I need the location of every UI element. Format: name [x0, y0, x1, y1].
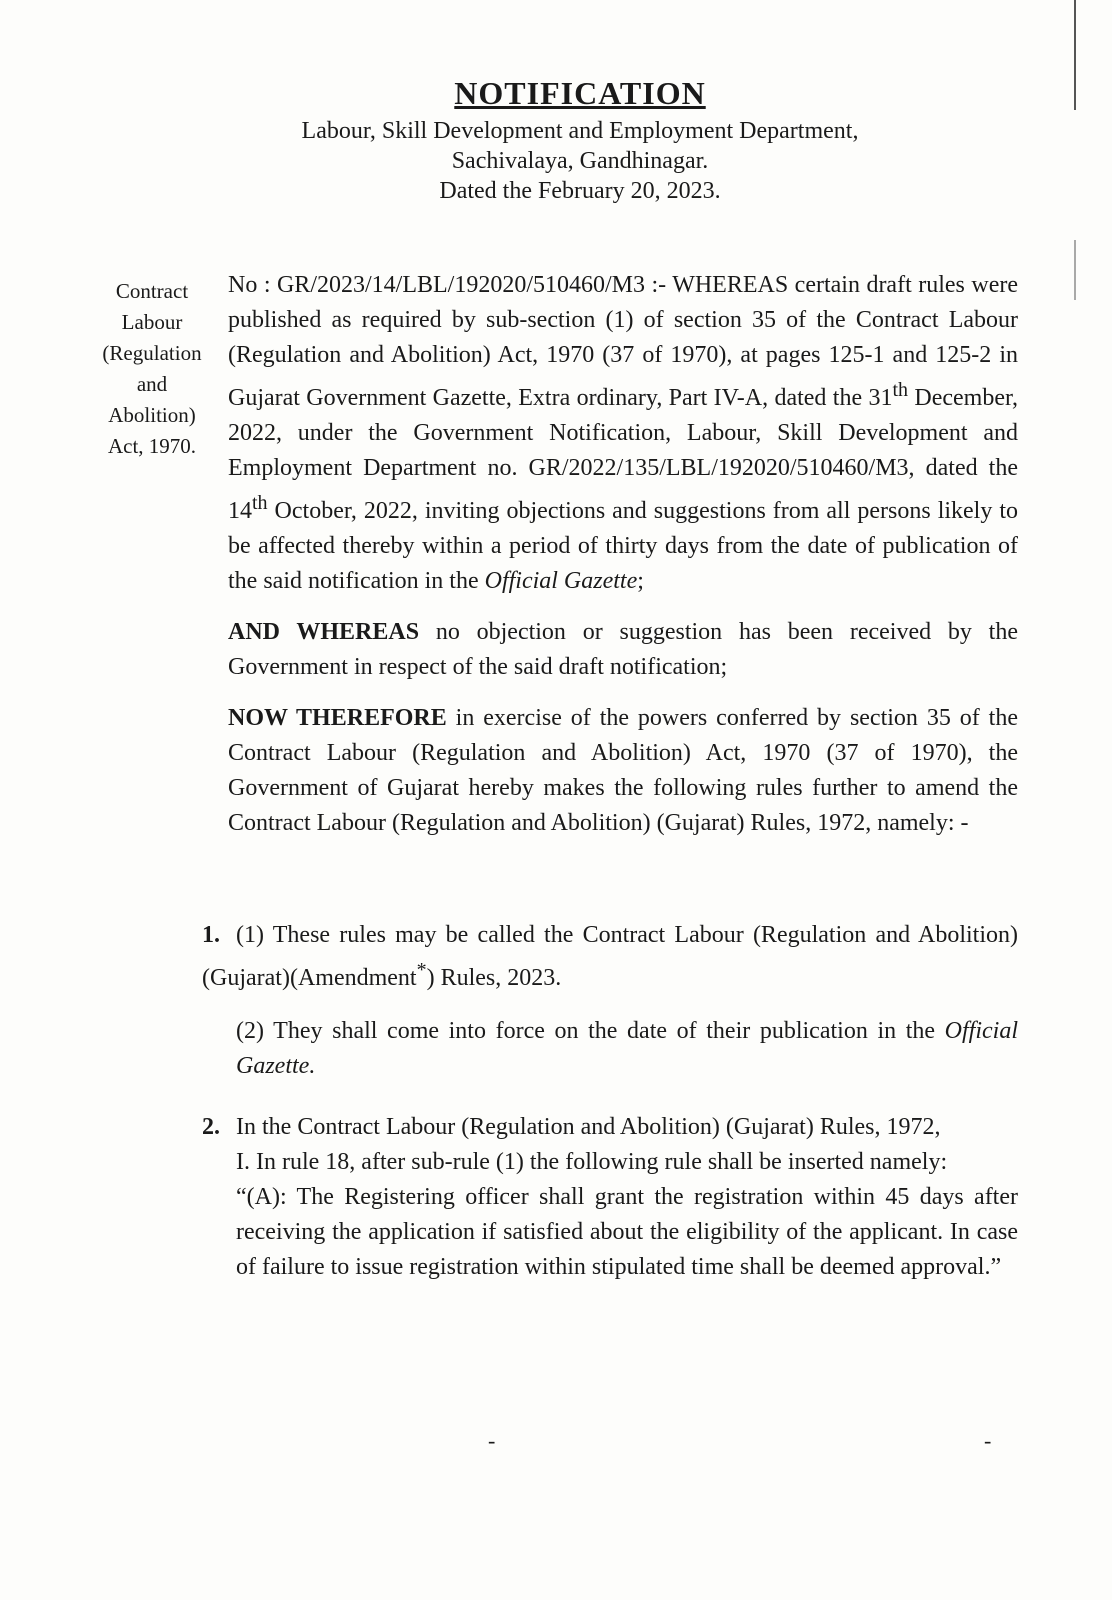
superscript: * [416, 959, 427, 981]
rule-number: 2. [202, 1114, 220, 1140]
and-whereas-paragraph [228, 615, 1018, 685]
preamble [228, 268, 1018, 857]
rule-text: I. In rule 18, after sub-rule (1) the following rule shall be inserted namely: [236, 1149, 948, 1175]
department-line: Labour, Skill Development and Employment Department, [301, 118, 859, 144]
side-note-line: (Regulation [102, 341, 202, 365]
margin-side-note [92, 276, 212, 462]
paragraph-text: December, 2022, under the Government Notification, Labour, Skill Development and Employment Department no. GR/2022/135/LBL/192020/510460/M3, dated the 14 [228, 385, 1019, 524]
rule-number: 1. [202, 922, 220, 948]
page-dash: - [984, 1428, 992, 1453]
whereas-paragraph [228, 268, 1018, 599]
page-title: NOTIFICATION [454, 75, 706, 111]
side-note-line: and [136, 372, 168, 396]
side-note-line: Contract [115, 279, 189, 303]
paragraph-text: October, 2022, inviting objections and suggestions from all persons likely to be affected thereby within a period of thirty days from the date of publication of the said notification in the [228, 498, 1018, 594]
page-dash: - [488, 1428, 496, 1453]
date-line: Dated the February 20, 2023. [439, 178, 721, 204]
scan-margin-line [1074, 240, 1076, 300]
paragraph-text: no objection or suggestion has been received by the Government in respect of the said draft notification; [228, 619, 1018, 680]
location-line: Sachivalaya, Gandhinagar. [451, 148, 709, 174]
superscript: th [892, 379, 909, 401]
now-therefore-paragraph [228, 701, 1018, 841]
rule-text: “(A): The Registering officer shall grant the registration within 45 days after receiving the application if satisfied about the eligibility of the applicant. In case of failure to issue registration within stipulated time shall be deemed approval.” [236, 1184, 1018, 1280]
rule-1-sub-2 [202, 1014, 1018, 1084]
superscript: th [252, 492, 268, 514]
inserted-rule-quote [202, 1180, 1018, 1285]
bold-lead: AND WHEREAS [228, 619, 420, 645]
side-note-line: Abolition) [108, 403, 196, 427]
side-note-line: Labour [121, 310, 183, 334]
rule-1-sub-1 [202, 918, 1018, 996]
rule-1 [202, 918, 1018, 1084]
notification-header [0, 74, 1112, 206]
bold-lead: NOW THEREFORE [228, 705, 447, 731]
gazette-italic: Official Gazette [484, 568, 638, 594]
rule-2-intro [202, 1110, 1018, 1145]
rule-2 [202, 1110, 1018, 1285]
rule-text: ) Rules, 2023. [426, 965, 562, 991]
paragraph-end: ; [637, 568, 644, 594]
rule-text: (2) They shall come into force on the date of their publication in the [236, 1018, 945, 1044]
rule-text: In the Contract Labour (Regulation and Abolition) (Gujarat) Rules, 1972, [236, 1114, 941, 1140]
side-note-line: Act, 1970. [107, 434, 197, 458]
rule-text: (1) These rules may be called the Contract Labour (Regulation and Abolition) (Gujarat)(Amendment [202, 922, 1018, 991]
scan-margin-line [1074, 0, 1076, 110]
paragraph-text: in exercise of the powers conferred by section 35 of the Contract Labour (Regulation and Abolition) Act, 1970 (37 of 1970), the Government of Gujarat hereby makes the following rules further to amend the Contract Labour (Regulation and Abolition) (Gujarat) Rules, 1972, namely: - [228, 705, 1018, 836]
paragraph-text: No : GR/2023/14/LBL/192020/510460/M3 :- WHEREAS certain draft rules were published as required by sub-section (1) of section 35 of the Contract Labour (Regulation and Abolition) Act, 1970 (37 of 1970), at pages 125-1 and 125-2 in Gujarat Government Gazette, Extra ordinary, Part IV-A, dated the 31 [228, 272, 1018, 411]
gazette-italic: Official Gazette. [236, 1018, 1018, 1079]
rule-2-clause [202, 1145, 1018, 1180]
